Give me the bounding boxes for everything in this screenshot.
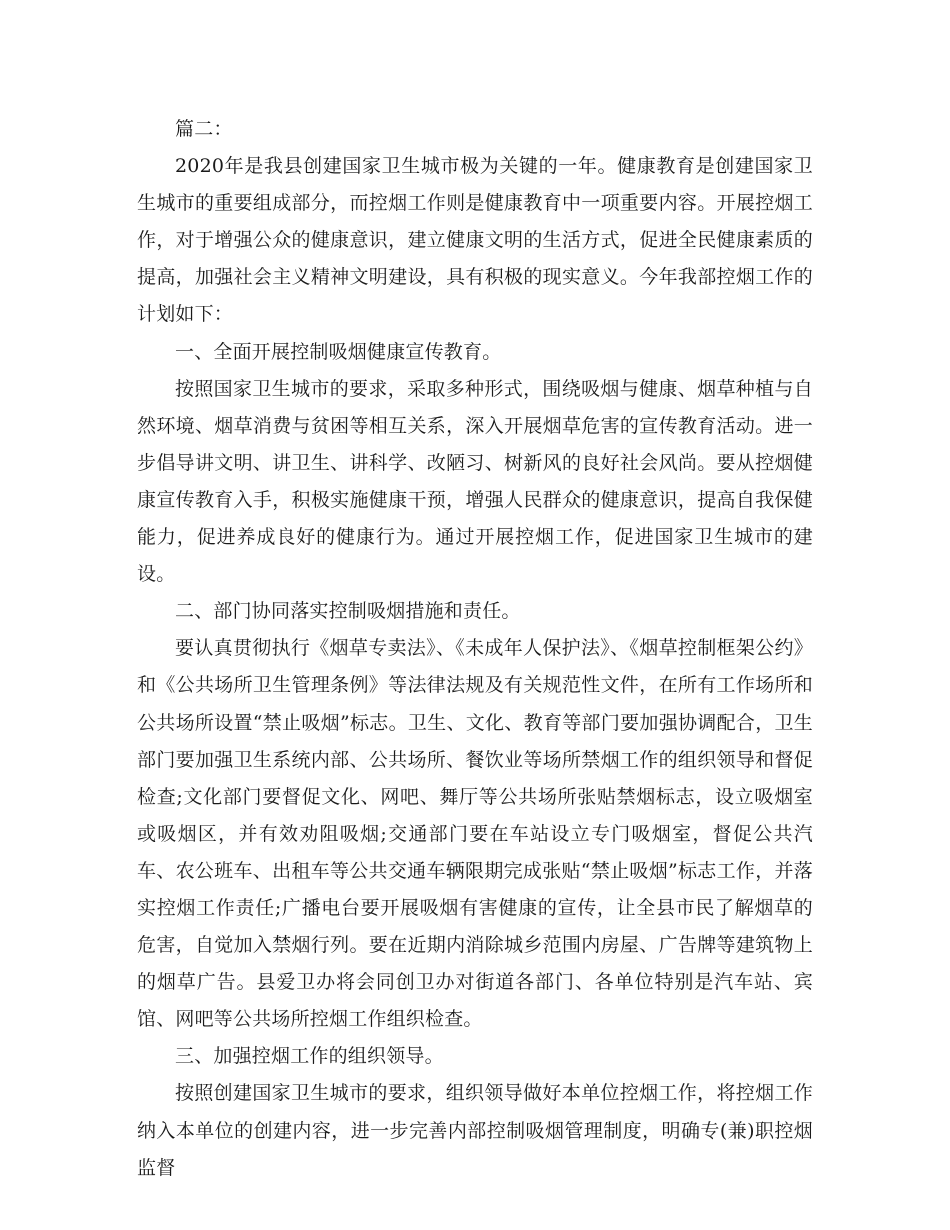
body-paragraph-two: 要认真贯彻执行《烟草专卖法》、《未成年人保护法》、《烟草控制框架公约》和《公共场所卫生管理条例》等法律法规及有关规范性文件，在所有工作场所和公共场所设置“禁止吸烟”标志。卫生、文化、教育等部门要加强协调配合，卫生部门要加强卫生系统内部、公共场所、餐饮业等场所禁烟工作的组织领导和督促检查;文化部门要督促文化、网吧、舞厅等公共场所张贴禁烟标志，设立吸烟室或吸烟区，并有效劝阻吸烟;交通部门要在车站设立专门吸烟室，督促公共汽车、农公班车、出租车等公共交通车辆限期完成张贴“禁止吸烟”标志工作，并落实控烟工作责任;广播电台要开展吸烟有害健康的宣传，让全县市民了解烟草的危害，自觉加入禁烟行列。要在近期内消除城乡范围内房屋、广告牌等建筑物上的烟草广告。县爱卫办将会同创卫办对街道各部门、各单位特别是汽车站、宾馆、网吧等公共场所控烟工作组织检查。: [137, 637, 813, 1031]
heading-two: 二、部门协同落实控制吸烟措施和责任。: [175, 600, 521, 623]
heading-one: 一、全面开展控制吸烟健康宣传教育。: [175, 340, 502, 363]
intro-paragraph: 2020年是我县创建国家卫生城市极为关键的一年。健康教育是创建国家卫生城市的重要组成部分，而控烟工作则是健康教育中一项重要内容。开展控烟工作，对于增强公众的健康意识，建立健康文明的生活方式，促进全民健康素质的提高，加强社会主义精神文明建设，具有积极的现实意义。今年我部控烟工作的计划如下：: [137, 155, 813, 326]
body-paragraph-one: 按照国家卫生城市的要求，采取多种形式，围绕吸烟与健康、烟草种植与自然环境、烟草消费与贫困等相互关系，深入开展烟草危害的宣传教育活动。进一步倡导讲文明、讲卫生、讲科学、改陋习、树新风的良好社会风尚。要从控烟健康宣传教育入手，积极实施健康干预，增强人民群众的健康意识，提高自我保健能力，促进养成良好的健康行为。通过开展控烟工作，促进国家卫生城市的建设。: [137, 377, 813, 586]
body-paragraph-three: 按照创建国家卫生城市的要求，组织领导做好本单位控烟工作，将控烟工作纳入本单位的创建内容，进一步完善内部控制吸烟管理制度，明确专(兼)职控烟监督: [137, 1082, 813, 1179]
document-body: [137, 111, 813, 1187]
section-heading: 篇二：: [175, 118, 233, 140]
heading-three: 三、加强控烟工作的组织领导。: [175, 1045, 444, 1068]
